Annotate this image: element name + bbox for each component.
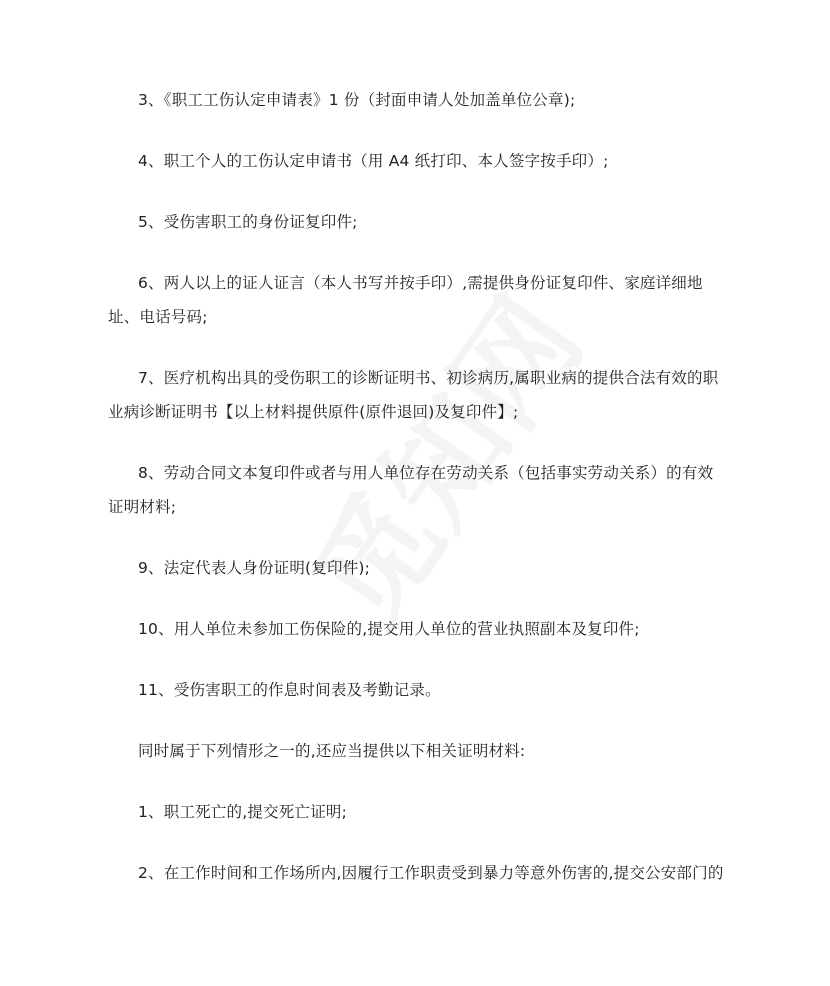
paragraph-additional-2: 2、在工作时间和工作场所内,因履行工作职责受到暴力等意外伤害的,提交公安部门的: [138, 864, 724, 882]
paragraph-item-11: 11、受伤害职工的作息时间表及考勤记录。: [138, 681, 441, 699]
paragraph-item-7: 7、医疗机构出具的受伤职工的诊断证明书、初诊病历,属职业病的提供合法有效的职业病诊断证明书【以上材料提供原件(原件退回)及复印件】;: [108, 369, 719, 421]
paragraph-item-5: 5、受伤害职工的身份证复印件;: [138, 213, 358, 231]
paragraph-additional-1: 1、职工死亡的,提交死亡证明;: [138, 803, 348, 821]
paragraph-item-4: 4、职工个人的工伤认定申请书（用 A4 纸打印、本人签字按手印）;: [138, 152, 609, 170]
paragraph-item-6: 6、两人以上的证人证言（本人书写并按手印）,需提供身份证复印件、家庭详细地址、电话号码;: [108, 274, 703, 326]
paragraph-intro-additional: 同时属于下列情形之一的,还应当提供以下相关证明材料:: [138, 742, 526, 760]
paragraph-item-10: 10、用人单位未参加工伤保险的,提交用人单位的营业执照副本及复印件;: [138, 620, 640, 638]
paragraph-item-3: 3、《职工工伤认定申请表》1 份（封面申请人处加盖单位公章);: [138, 91, 576, 109]
paragraph-item-9: 9、法定代表人身份证明(复印件);: [138, 559, 371, 577]
paragraph-item-8: 8、劳动合同文本复印件或者与用人单位存在劳动关系（包括事实劳动关系）的有效证明材料;: [108, 464, 714, 516]
